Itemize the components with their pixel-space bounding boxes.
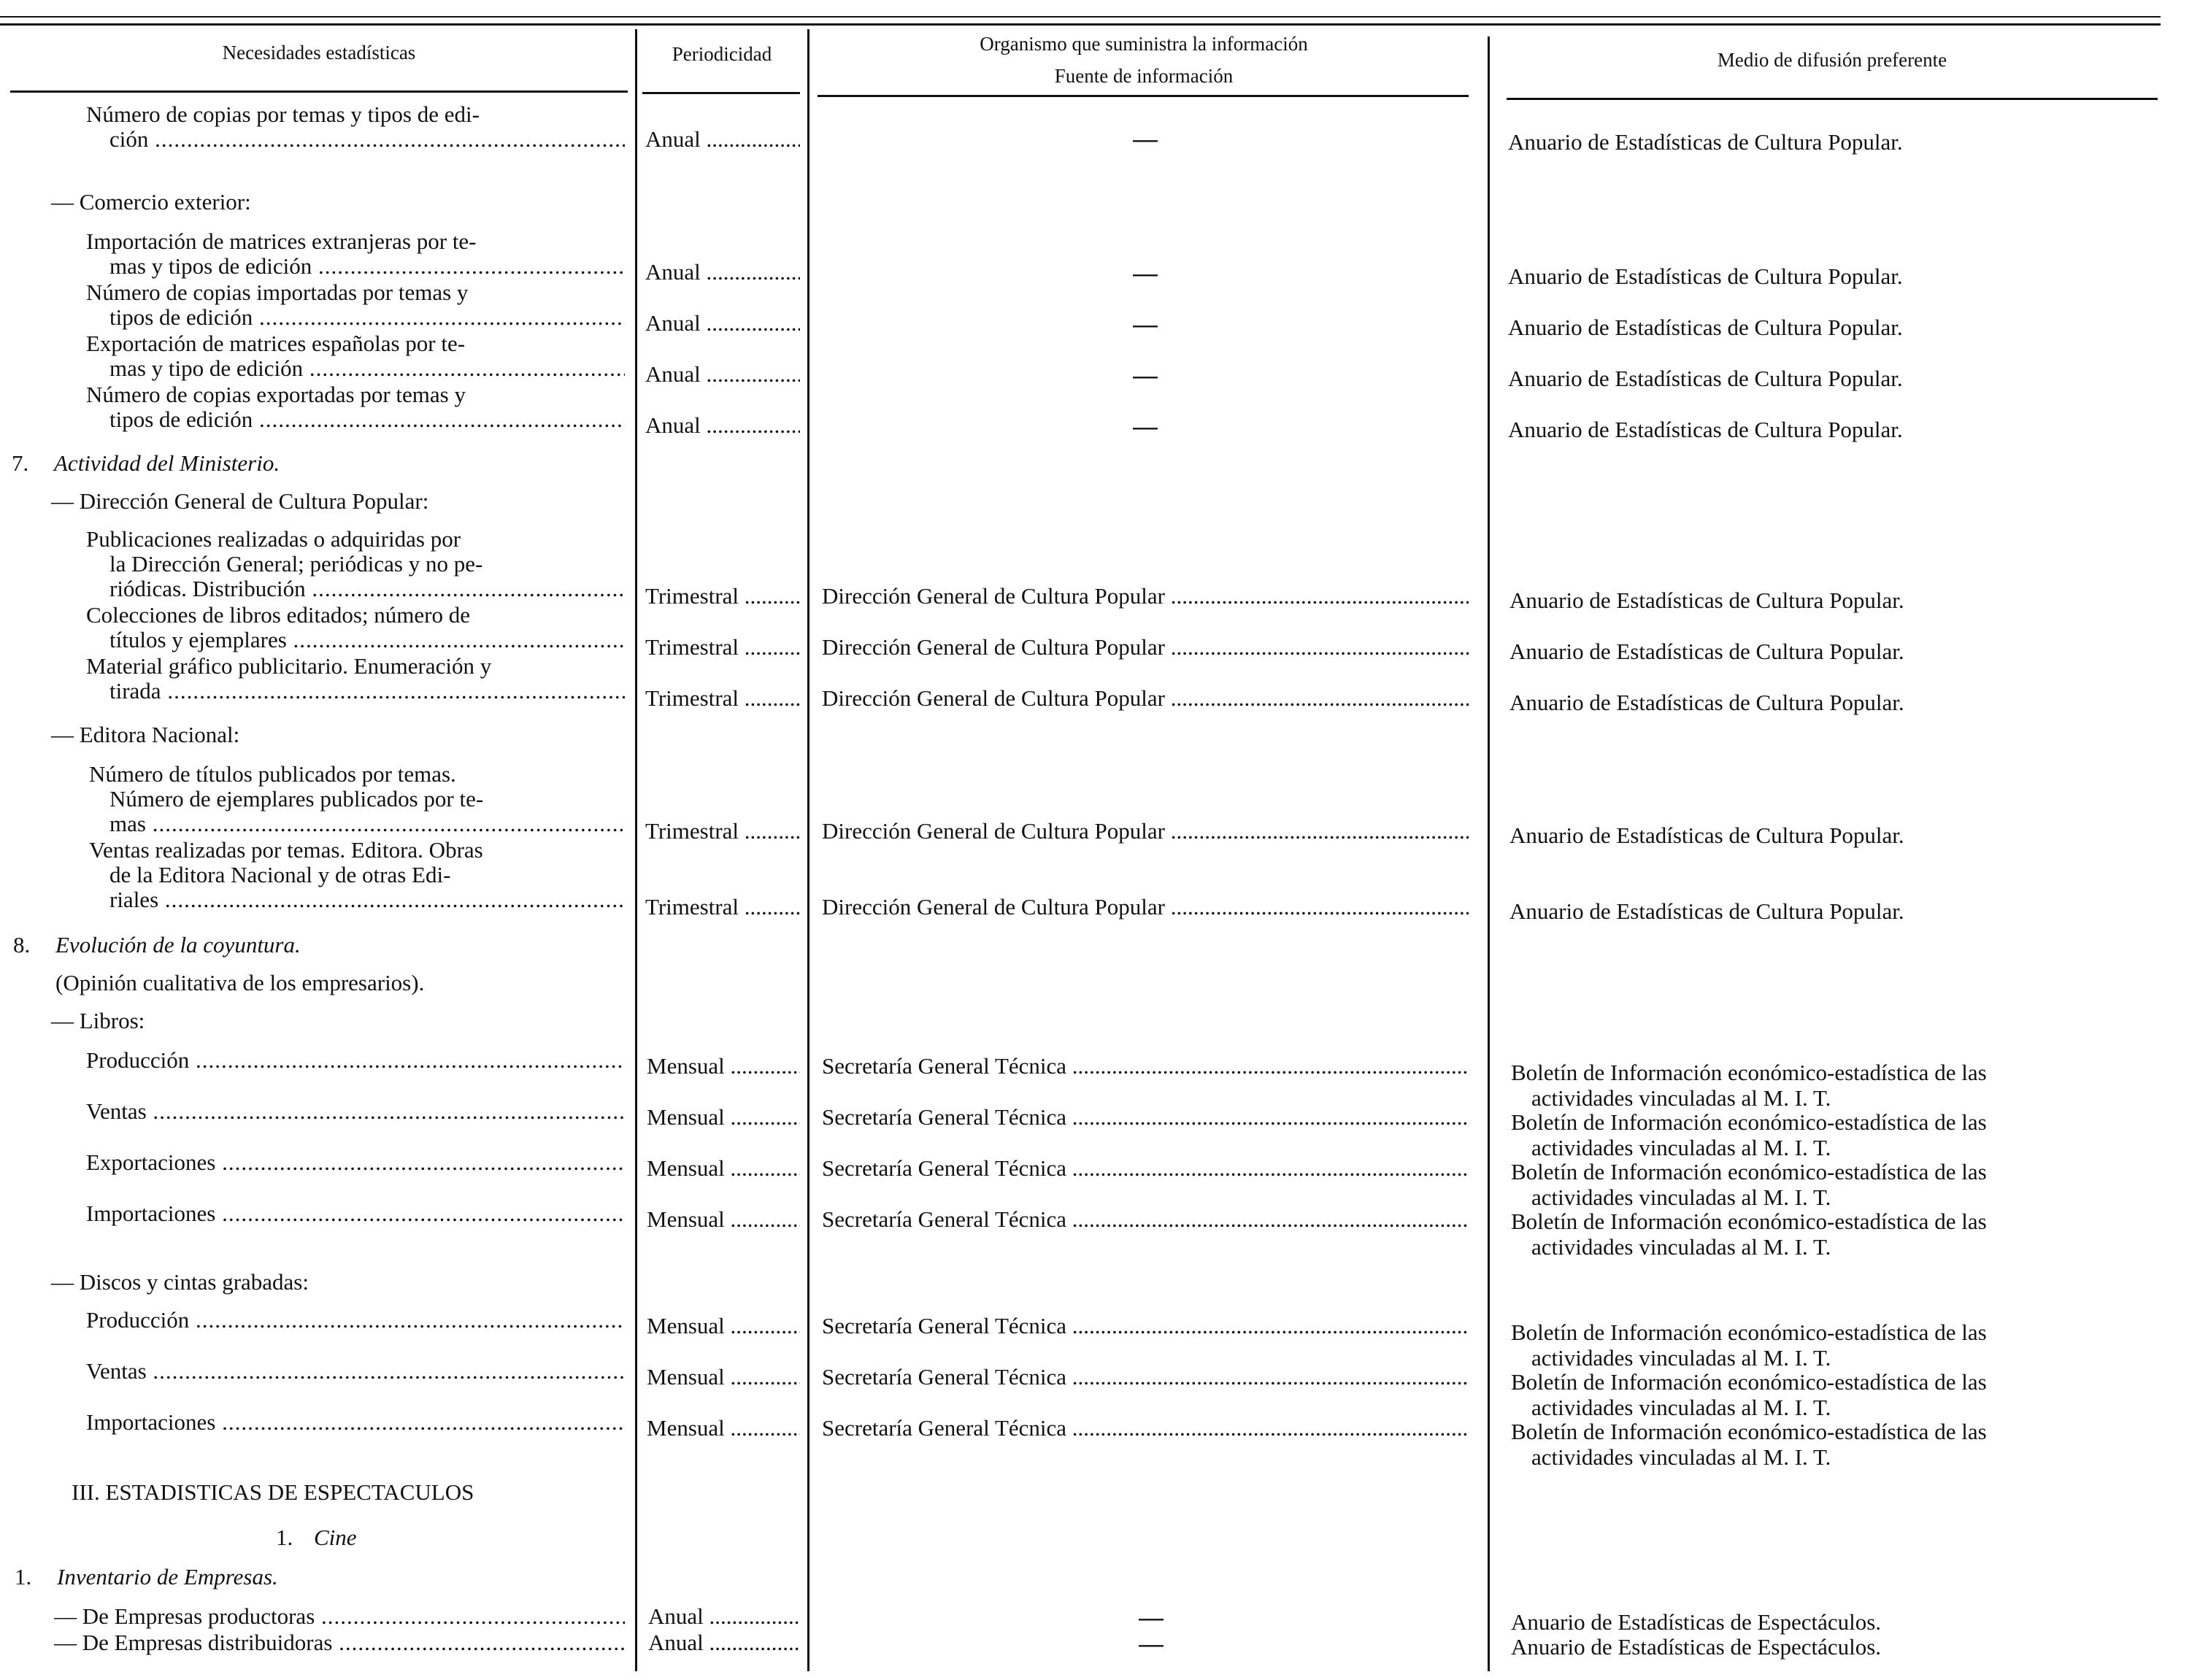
- col-rule-3: [1488, 36, 1490, 1671]
- header-necesidades: Necesidades estadísticas: [222, 42, 416, 63]
- pub-libros-importaciones: [1511, 1209, 2161, 1260]
- row-colec-line2: títulos y ejemplares .....: [109, 628, 625, 652]
- period-publ: Trimestral .....: [645, 584, 800, 609]
- pub-line1: Boletín de Información económico-estadística de las: [1511, 1369, 1987, 1395]
- row-titulos-line3: mas .....: [109, 812, 625, 836]
- period-discos-ventas: Mensual .....: [647, 1365, 800, 1390]
- row-import-mat-line2: mas y tipos de edición .....: [109, 254, 625, 279]
- header-underline-2: [642, 92, 800, 94]
- pub-line2: actividades vinculadas al M. I. T.: [1531, 1345, 1831, 1371]
- editora-heading: — Editora Nacional:: [51, 722, 240, 747]
- row-titulos-line2: Número de ejemplares publicados por te-: [109, 786, 484, 812]
- source-emp-prod: —: [1139, 1606, 1164, 1630]
- period-copias: Anual .....: [645, 127, 800, 152]
- header-fuente: Fuente de información: [1054, 65, 1234, 87]
- pub-emp-prod: Anuario de Estadísticas de Espectáculos.: [1511, 1609, 1882, 1635]
- pub-libros-ventas: [1511, 1109, 2161, 1160]
- pub-line2: actividades vinculadas al M. I. T.: [1531, 1085, 1831, 1111]
- opinion-note: (Opinión cualitativa de los empresarios).: [55, 970, 425, 995]
- row-libros-ventas: Ventas .....: [86, 1099, 625, 1124]
- period-import-mat: Anual .....: [645, 260, 800, 285]
- pub-line1: Boletín de Información económico-estadística de las: [1511, 1319, 1987, 1345]
- period-emp-prod: Anual .....: [648, 1604, 800, 1629]
- pub-copias: Anuario de Estadísticas de Cultura Popular.: [1508, 129, 1903, 155]
- source-publ: Dirección General de Cultura Popular .....: [822, 584, 1469, 609]
- row-libros-exportaciones: Exportaciones .....: [86, 1150, 625, 1175]
- pub-discos-produccion: [1511, 1319, 2161, 1371]
- source-discos-importaciones: Secretaría General Técnica .....: [822, 1416, 1469, 1441]
- row-libros-produccion: Producción .....: [86, 1048, 625, 1073]
- row-mat-line1: Material gráfico publicitario. Enumeración y: [86, 653, 492, 679]
- pub-libros-exportaciones: [1511, 1159, 2161, 1210]
- source-libros-produccion: Secretaría General Técnica .....: [822, 1054, 1469, 1079]
- pub-copias-exp: Anuario de Estadísticas de Cultura Popular.: [1508, 417, 1903, 442]
- header-medio: Medio de difusión preferente: [1717, 49, 1947, 71]
- source-discos-produccion: Secretaría General Técnica .....: [822, 1314, 1469, 1338]
- pub-line1: Boletín de Información económico-estadística de las: [1511, 1060, 1987, 1085]
- comercio-heading: — Comercio exterior:: [51, 189, 251, 215]
- period-mat: Trimestral .....: [645, 686, 800, 711]
- pub-import-mat: Anuario de Estadísticas de Cultura Popular.: [1508, 263, 1903, 289]
- sec8-title: Evolución de la coyuntura.: [55, 932, 301, 957]
- inv-number: 1.: [15, 1564, 32, 1590]
- pub-line1: Boletín de Información económico-estadística de las: [1511, 1209, 1987, 1234]
- row-copias-exp-line1: Número de copias exportadas por temas y: [86, 382, 466, 407]
- discos-heading: — Discos y cintas grabadas:: [51, 1269, 309, 1295]
- source-ventas-ed: Dirección General de Cultura Popular .....: [822, 895, 1469, 920]
- pub-discos-importaciones: [1511, 1419, 2161, 1470]
- source-libros-ventas: Secretaría General Técnica .....: [822, 1105, 1469, 1130]
- row-publ-line1: Publicaciones realizadas o adquiridas por: [86, 526, 461, 552]
- pub-line1: Boletín de Información económico-estadística de las: [1511, 1159, 1987, 1184]
- row-import-mat-line1: Importación de matrices extranjeras por te-: [86, 228, 477, 254]
- period-discos-produccion: Mensual .....: [647, 1314, 800, 1338]
- period-libros-ventas: Mensual .....: [647, 1105, 800, 1130]
- header-underline-3: [818, 95, 1469, 97]
- period-libros-exportaciones: Mensual .....: [647, 1156, 800, 1181]
- pub-line1: Boletín de Información económico-estadística de las: [1511, 1109, 1987, 1135]
- top-rule: [0, 16, 2161, 18]
- period-copias-exp: Anual .....: [645, 413, 800, 438]
- period-copias-imp: Anual .....: [645, 311, 800, 336]
- pub-copias-imp: Anuario de Estadísticas de Cultura Popular.: [1508, 315, 1903, 340]
- pub-line1: Boletín de Información económico-estadística de las: [1511, 1419, 1987, 1444]
- sec8-number: 8.: [13, 932, 31, 957]
- pub-publ: Anuario de Estadísticas de Cultura Popular.: [1509, 587, 1904, 613]
- sec7-number: 7.: [12, 450, 29, 476]
- period-export-mat: Anual .....: [645, 362, 800, 387]
- pub-colec: Anuario de Estadísticas de Cultura Popular.: [1509, 639, 1904, 664]
- source-copias-imp: —: [1133, 312, 1158, 337]
- period-titulos: Trimestral .....: [645, 819, 800, 844]
- pub-titulos: Anuario de Estadísticas de Cultura Popular.: [1509, 822, 1904, 848]
- period-emp-dist: Anual .....: [648, 1630, 800, 1655]
- col-rule-2: [807, 29, 809, 1671]
- pub-line2: actividades vinculadas al M. I. T.: [1531, 1135, 1831, 1160]
- period-colec: Trimestral .....: [645, 635, 800, 660]
- row-emp-prod: — De Empresas productoras .....: [54, 1604, 625, 1629]
- pub-libros-produccion: [1511, 1060, 2161, 1111]
- source-import-mat: —: [1133, 261, 1158, 286]
- header-underline-1: [10, 90, 628, 93]
- row-export-mat-line2: mas y tipo de edición .....: [109, 356, 625, 381]
- source-mat: Dirección General de Cultura Popular .....: [822, 686, 1469, 711]
- row-mat-line2: tirada .....: [109, 679, 625, 704]
- pub-export-mat: Anuario de Estadísticas de Cultura Popular.: [1508, 366, 1903, 391]
- row-emp-dist: — De Empresas distribuidoras .....: [54, 1630, 625, 1655]
- period-libros-produccion: Mensual .....: [647, 1054, 800, 1079]
- row-titulos-line1: Número de títulos publicados por temas.: [89, 761, 456, 787]
- source-export-mat: —: [1133, 363, 1158, 388]
- row-publ-line3: riódicas. Distribución .....: [109, 577, 625, 601]
- row-libros-importaciones: Importaciones .....: [86, 1201, 625, 1226]
- source-copias-exp: —: [1133, 415, 1158, 439]
- row-copias-line2: ción .....: [109, 127, 625, 152]
- source-titulos: Dirección General de Cultura Popular .....: [822, 819, 1469, 844]
- row-ventas-ed-line3: riales .....: [109, 887, 625, 912]
- row-copias-exp-line2: tipos de edición .....: [109, 407, 625, 432]
- header-organismo: Organismo que suministra la información: [980, 33, 1308, 55]
- source-libros-importaciones: Secretaría General Técnica .....: [822, 1207, 1469, 1232]
- row-export-mat-line1: Exportación de matrices españolas por te-: [86, 331, 466, 356]
- row-ventas-ed-line1: Ventas realizadas por temas. Editora. Obras: [89, 837, 483, 863]
- pub-line2: actividades vinculadas al M. I. T.: [1531, 1395, 1831, 1420]
- pub-ventas-ed: Anuario de Estadísticas de Cultura Popular.: [1509, 898, 1904, 924]
- pub-line2: actividades vinculadas al M. I. T.: [1531, 1234, 1831, 1260]
- source-copias: —: [1133, 127, 1158, 152]
- row-discos-ventas: Ventas .....: [86, 1359, 625, 1384]
- pub-emp-dist: Anuario de Estadísticas de Espectáculos.: [1511, 1634, 1882, 1660]
- pub-mat: Anuario de Estadísticas de Cultura Popular.: [1509, 690, 1904, 715]
- row-copias-imp-line1: Número de copias importadas por temas y: [86, 280, 469, 305]
- row-colec-line1: Colecciones de libros editados; número de: [86, 602, 471, 628]
- period-ventas-ed: Trimestral .....: [645, 895, 800, 920]
- header-underline-4: [1507, 98, 2158, 100]
- source-libros-exportaciones: Secretaría General Técnica .....: [822, 1156, 1469, 1181]
- dgcp-heading: — Dirección General de Cultura Popular:: [51, 488, 429, 514]
- period-discos-importaciones: Mensual .....: [647, 1416, 800, 1441]
- inv-title: Inventario de Empresas.: [57, 1564, 278, 1590]
- libros-heading: — Libros:: [51, 1008, 145, 1033]
- sec7-title: Actividad del Ministerio.: [54, 450, 280, 476]
- row-discos-importaciones: Importaciones .....: [86, 1410, 625, 1435]
- row-publ-line2: la Dirección General; periódicas y no pe-: [109, 551, 483, 577]
- source-colec: Dirección General de Cultura Popular .....: [822, 635, 1469, 660]
- row-ventas-ed-line2: de la Editora Nacional y de otras Edi-: [109, 862, 451, 887]
- pub-discos-ventas: [1511, 1369, 2161, 1420]
- period-libros-importaciones: Mensual .....: [647, 1207, 800, 1232]
- source-discos-ventas: Secretaría General Técnica .....: [822, 1365, 1469, 1390]
- col-rule-1: [635, 29, 637, 1671]
- sec3-title: III. ESTADISTICAS DE ESPECTACULOS: [72, 1479, 474, 1505]
- pub-line2: actividades vinculadas al M. I. T.: [1531, 1444, 1831, 1470]
- pub-line2: actividades vinculadas al M. I. T.: [1531, 1184, 1831, 1210]
- source-emp-dist: —: [1139, 1632, 1164, 1657]
- row-copias-line1: Número de copias por temas y tipos de edi-: [86, 101, 480, 127]
- header-periodicidad: Periodicidad: [672, 43, 772, 65]
- cine-title: Cine: [314, 1525, 357, 1550]
- row-discos-produccion: Producción .....: [86, 1308, 625, 1333]
- row-copias-imp-line2: tipos de edición .....: [109, 305, 625, 330]
- cine-number: 1.: [276, 1525, 293, 1550]
- top-rule-double: [0, 23, 2161, 26]
